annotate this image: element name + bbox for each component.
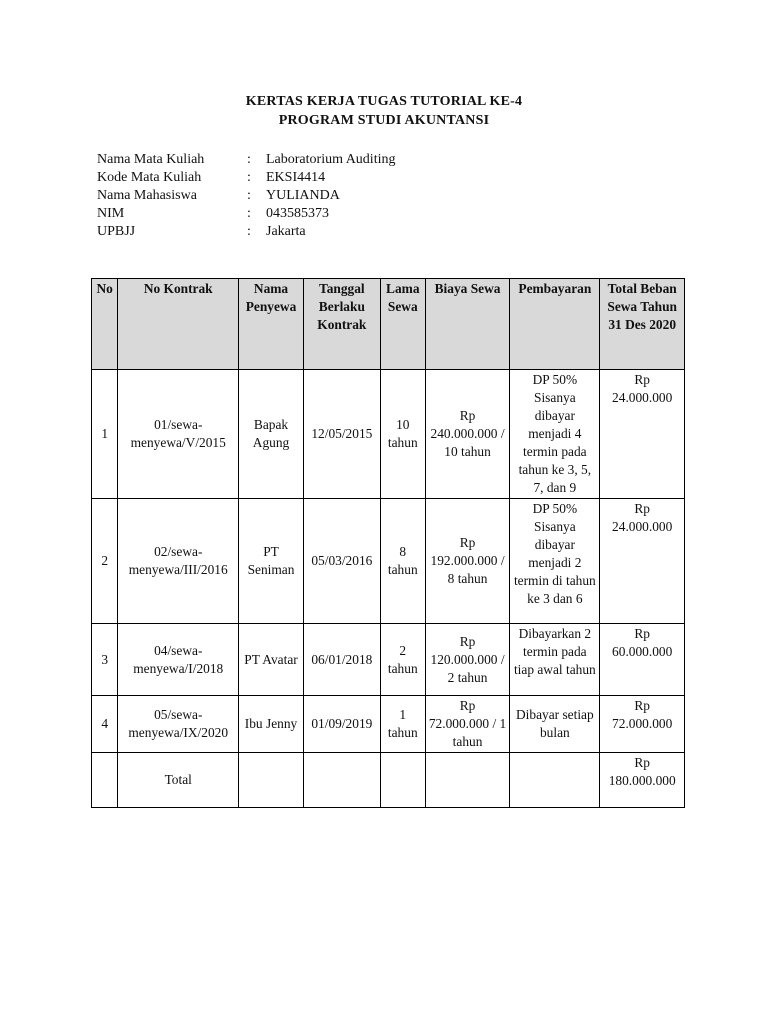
cell-tenant-name: PT Seniman [239, 499, 304, 624]
info-separator: : [247, 170, 251, 185]
header-contract-date: Tanggal Berlaku Kontrak [303, 279, 380, 370]
cell-lease-cost: Rp 72.000.000 / 1 tahun [425, 696, 510, 753]
cell-tenant-name: Bapak Agung [239, 370, 304, 499]
cell-total-expense: Rp 24.000.000 [600, 499, 685, 624]
total-value: Rp 180.000.000 [600, 753, 685, 808]
cell-empty [380, 753, 425, 808]
info-value: Laboratorium Auditing [266, 152, 396, 167]
cell-tenant-name: Ibu Jenny [239, 696, 304, 753]
cell-lease-cost: Rp 120.000.000 / 2 tahun [425, 624, 510, 696]
cell-tenant-name: PT Avatar [239, 624, 304, 696]
cell-no: 2 [92, 499, 118, 624]
header-no: No [92, 279, 118, 370]
cell-contract-date: 01/09/2019 [303, 696, 380, 753]
cell-payment: DP 50% Sisanya dibayar menjadi 2 termin di tahun ke 3 dan 6 [510, 499, 600, 624]
header-total-expense: Total Beban Sewa Tahun 31 Des 2020 [600, 279, 685, 370]
document-title: KERTAS KERJA TUGAS TUTORIAL KE-4 [245, 94, 523, 109]
info-separator: : [247, 224, 251, 239]
header-lease-term: Lama Sewa [380, 279, 425, 370]
info-label: Kode Mata Kuliah [97, 170, 202, 185]
cell-lease-cost: Rp 240.000.000 / 10 tahun [425, 370, 510, 499]
info-row-nim [97, 205, 395, 223]
table-header-row [92, 279, 685, 370]
table-row [92, 370, 685, 499]
info-value: Jakarta [266, 224, 306, 239]
header-payment: Pembayaran [510, 279, 600, 370]
cell-contract-date: 12/05/2015 [303, 370, 380, 499]
total-label: Total [118, 753, 239, 808]
cell-total-expense: Rp 24.000.000 [600, 370, 685, 499]
header-lease-cost: Biaya Sewa [425, 279, 510, 370]
cell-contract-no: 04/sewa-menyewa/I/2018 [118, 624, 239, 696]
table-row [92, 696, 685, 753]
info-separator: : [247, 152, 251, 167]
cell-contract-no: 05/sewa-menyewa/IX/2020 [118, 696, 239, 753]
cell-payment: Dibayarkan 2 termin pada tiap awal tahun [510, 624, 600, 696]
cell-empty [239, 753, 304, 808]
cell-empty [92, 753, 118, 808]
info-row-course-code [97, 169, 395, 187]
cell-contract-no: 02/sewa-menyewa/III/2016 [118, 499, 239, 624]
cell-lease-term: 8 tahun [380, 499, 425, 624]
info-label: Nama Mahasiswa [97, 188, 197, 203]
cell-lease-term: 2 tahun [380, 624, 425, 696]
header-contract-no: No Kontrak [118, 279, 239, 370]
table-row [92, 624, 685, 696]
info-value: EKSI4414 [266, 170, 326, 185]
cell-payment: DP 50% Sisanya dibayar menjadi 4 termin pada tahun ke 3, 5, 7, dan 9 [510, 370, 600, 499]
lease-table [91, 278, 685, 808]
cell-lease-term: 10 tahun [380, 370, 425, 499]
table-total-row [92, 753, 685, 808]
cell-contract-no: 01/sewa-menyewa/V/2015 [118, 370, 239, 499]
cell-total-expense: Rp 72.000.000 [600, 696, 685, 753]
table-row [92, 499, 685, 624]
cell-no: 4 [92, 696, 118, 753]
cell-no: 3 [92, 624, 118, 696]
info-row-upbjj [97, 223, 395, 241]
document-subtitle: PROGRAM STUDI AKUNTANSI [278, 113, 490, 128]
info-row-student-name [97, 187, 395, 205]
info-separator: : [247, 188, 251, 203]
header-tenant-name: Nama Penyewa [239, 279, 304, 370]
cell-empty [510, 753, 600, 808]
info-label: Nama Mata Kuliah [97, 152, 205, 167]
cell-empty [425, 753, 510, 808]
info-label: NIM [97, 206, 125, 221]
cell-lease-cost: Rp 192.000.000 / 8 tahun [425, 499, 510, 624]
cell-lease-term: 1 tahun [380, 696, 425, 753]
info-value: YULIANDA [266, 188, 340, 203]
cell-payment: Dibayar setiap bulan [510, 696, 600, 753]
info-value: 043585373 [266, 206, 329, 221]
student-info [97, 151, 395, 241]
info-label: UPBJJ [97, 224, 136, 239]
cell-contract-date: 06/01/2018 [303, 624, 380, 696]
cell-empty [303, 753, 380, 808]
cell-contract-date: 05/03/2016 [303, 499, 380, 624]
cell-total-expense: Rp 60.000.000 [600, 624, 685, 696]
info-row-course-name [97, 151, 395, 169]
cell-no: 1 [92, 370, 118, 499]
info-separator: : [247, 206, 251, 221]
